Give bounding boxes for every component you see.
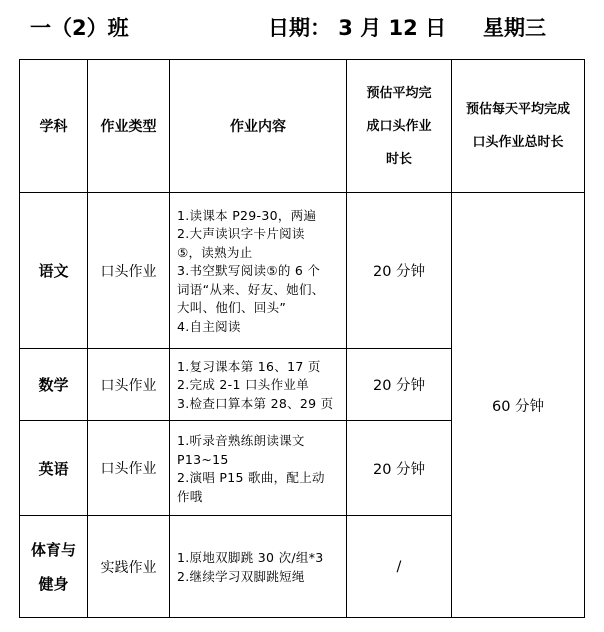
content-cell: [170, 516, 347, 618]
content-line: 1.原地双脚跳 30 次/组*3: [177, 550, 324, 565]
content-line: 作哦: [177, 488, 203, 504]
header-duration-line: 成口头作业: [366, 118, 432, 134]
content-line: 2.演唱 P15 歌曲，配上动: [177, 470, 325, 485]
content-line: 2.继续学习双脚跳短绳: [177, 568, 305, 584]
header-total-line: 预估每天平均完成: [465, 102, 570, 117]
header-duration-line: 时长: [385, 151, 412, 167]
header-content: 作业内容: [170, 60, 347, 193]
header-subject: 学科: [20, 60, 88, 193]
subject-cell: 英语: [20, 421, 88, 516]
content-cell: [170, 349, 347, 421]
weekday-label: 星期三: [483, 16, 546, 40]
subject-line: 体育与: [30, 540, 76, 559]
content-line: 词语“从来、好友、她们、: [177, 281, 325, 297]
header-total-line: 口头作业总时长: [472, 135, 564, 150]
type-cell: 口头作业: [88, 421, 170, 516]
subject-cell: [20, 516, 88, 618]
content-line: 2.大声读识字卡片阅读: [177, 226, 305, 242]
subject-line: 健身: [38, 574, 69, 593]
content-line: 1.读课本 P29-30，两遍: [177, 207, 317, 223]
table-row: [20, 193, 585, 349]
type-cell: 口头作业: [88, 193, 170, 349]
duration-cell: 20 分钟: [347, 421, 452, 516]
header-duration-line: 预估平均完: [366, 85, 432, 101]
content-line: 3.检查口算本第 28、29 页: [177, 395, 334, 411]
subject-cell: 数学: [20, 349, 88, 421]
table-header-row: [20, 60, 585, 193]
subject-cell: 语文: [20, 193, 88, 349]
content-cell: [170, 421, 347, 516]
content-line: 大叫、他们、回头”: [177, 300, 287, 316]
homework-table: [19, 59, 585, 618]
content-line: 4.自主阅读: [177, 318, 241, 334]
type-cell: 实践作业: [88, 516, 170, 618]
duration-cell: 20 分钟: [347, 349, 452, 421]
header-duration: [347, 60, 452, 193]
content-line: 2.完成 2-1 口头作业单: [177, 377, 309, 393]
content-line: 3.书空默写阅读⑤的 6 个: [177, 263, 321, 279]
header-type: 作业类型: [88, 60, 170, 193]
duration-cell: /: [347, 516, 452, 618]
class-name: 一（2）班: [30, 16, 129, 40]
type-cell: 口头作业: [88, 349, 170, 421]
duration-cell: 20 分钟: [347, 193, 452, 349]
content-line: P13~15: [177, 451, 229, 467]
content-line: ⑤，读熟为止: [177, 244, 253, 260]
header-total: [452, 60, 585, 193]
content-line: 1.听录音熟练朗读课文: [177, 433, 305, 448]
total-duration-cell: 60 分钟: [452, 193, 585, 618]
date-label: 日期： 3 月 12 日: [268, 16, 447, 40]
content-cell: [170, 193, 347, 349]
content-line: 1.复习课本第 16、17 页: [177, 358, 321, 374]
